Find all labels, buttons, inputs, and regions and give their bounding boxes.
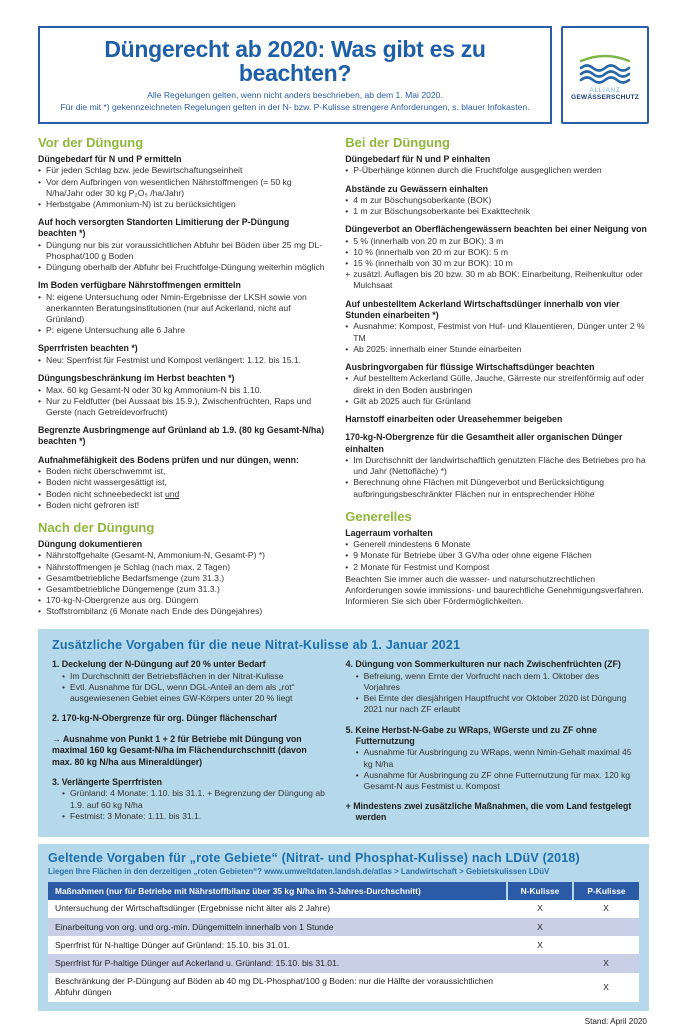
bullet-marker: • bbox=[62, 810, 66, 821]
list-item-text: 1 m zur Böschungsoberkante bei Exakttechnik bbox=[353, 206, 531, 217]
bullet-marker: • bbox=[38, 176, 42, 187]
list-item bbox=[346, 693, 635, 715]
content-block bbox=[345, 432, 649, 500]
p-kulisse-cell bbox=[573, 936, 639, 954]
list-item bbox=[345, 477, 649, 499]
section-vor-der-duengung bbox=[38, 154, 327, 511]
bullet-marker: • bbox=[345, 258, 349, 269]
logo-text-gewaesserschutz: GEWÄSSERSCHUTZ bbox=[570, 93, 639, 101]
bullet-marker: • bbox=[38, 595, 42, 606]
bullet-marker: • bbox=[345, 477, 349, 488]
list-item-text: 4 m zur Böschungsoberkante (BOK) bbox=[353, 194, 492, 205]
bullet-marker: • bbox=[345, 321, 349, 332]
bullet-list bbox=[345, 373, 649, 407]
note-text: Beachten Sie immer auch die wasser- und naturschutzrechtlichen Anforderungen sowie immissions- und baurechtliche Genehmigungsverfahren. Informieren Sie sich über Fördermöglichkeiten. bbox=[345, 573, 644, 607]
block-heading: Lagerraum vorhalten bbox=[345, 527, 433, 538]
list-item-text: Nur zu Feldfutter (bei Aussaat bis 15.9.), Zwischenfrüchten, Raps und Gerste (nach Getreidevorfrucht) bbox=[46, 395, 312, 417]
n-kulisse-cell bbox=[507, 954, 573, 972]
list-item bbox=[38, 177, 327, 199]
version-date: Stand: April 2020 bbox=[584, 1016, 647, 1026]
bullet-marker: • bbox=[345, 539, 349, 550]
list-item bbox=[345, 562, 649, 573]
nitrat-kulisse-infobox bbox=[38, 629, 649, 836]
list-item bbox=[346, 747, 635, 769]
plus-marker: + bbox=[345, 269, 351, 280]
bullet-marker: • bbox=[345, 194, 349, 205]
massnahmen-table bbox=[48, 882, 639, 1002]
list-item bbox=[345, 539, 649, 550]
bullet-list bbox=[345, 165, 649, 176]
waves-icon bbox=[574, 49, 636, 85]
content-block bbox=[345, 414, 649, 425]
section-generelles bbox=[345, 528, 649, 607]
bullet-marker: • bbox=[38, 583, 42, 594]
content-block bbox=[52, 713, 328, 724]
bullet-marker: • bbox=[38, 606, 42, 617]
header-subtitle-2: Für die mit *) gekennzeichneten Regelungen gelten in der N- bzw. P-Kulisse strengere Anforderungen, s. blauer Infokasten. bbox=[60, 102, 530, 113]
list-item-text: zusätzl. Auflagen bis 20 bzw. 30 m ab BOK: Einarbeitung, Reihenkultur oder Mulchsaat bbox=[353, 269, 643, 291]
list-item bbox=[345, 321, 649, 343]
content-block bbox=[38, 539, 327, 617]
bullet-list bbox=[38, 355, 327, 366]
list-item-text: Düngung oberhalb der Abfuhr bei Fruchtfolge-Düngung weiterhin möglich bbox=[46, 262, 325, 273]
content-block bbox=[38, 455, 327, 511]
bullet-list bbox=[345, 195, 649, 217]
bullet-marker: • bbox=[355, 693, 359, 704]
list-item-text: Im Durchschnitt der landwirtschaftlich genutzten Fläche des Betriebes pro ha und Jahr (Nettofläche) *) bbox=[353, 455, 646, 477]
header bbox=[38, 26, 649, 124]
list-item bbox=[38, 584, 327, 595]
measure-cell: Untersuchung der Wirtschaftsdünger (Ergebnisse nicht älter als 2 Jahre) bbox=[55, 903, 331, 914]
rote-gebiete-subtitle: Liegen Ihre Flächen in den derzeitigen „roten Gebieten“? www.umweltdaten.landsh.de/atlas > Landwirtschaft > Gebietskulissen LDüV bbox=[48, 866, 550, 876]
n-kulisse-cell bbox=[507, 973, 573, 1002]
bullet-marker: • bbox=[345, 373, 349, 384]
content-block bbox=[38, 280, 327, 336]
block-heading: Sperrfristen beachten *) bbox=[38, 343, 138, 354]
p-kulisse-cell: X bbox=[603, 981, 609, 992]
bullet-list bbox=[345, 539, 649, 573]
table-row bbox=[48, 936, 639, 954]
bullet-marker: • bbox=[38, 354, 42, 365]
bullet-list bbox=[38, 240, 327, 274]
nitrat-box-left bbox=[52, 659, 328, 832]
n-kulisse-cell: X bbox=[537, 939, 543, 950]
list-item-text: Ausnahme für Ausbringung zu WRaps, wenn Nmin-Gehalt maximal 45 kg N/ha bbox=[363, 747, 632, 769]
bullet-list bbox=[346, 747, 635, 792]
n-kulisse-cell: X bbox=[537, 903, 543, 914]
list-item bbox=[38, 466, 327, 477]
bullet-marker: • bbox=[38, 499, 42, 510]
table-header-massnahmen: Maßnahmen (nur für Betriebe mit Nährstoffbilanz über 35 kg N/ha im 3-Jahres-Durchschnitt) bbox=[48, 882, 507, 900]
bullet-marker: • bbox=[38, 466, 42, 477]
list-item bbox=[345, 236, 649, 247]
list-item bbox=[38, 396, 327, 418]
block-heading: Aufnahmefähigkeit des Bodens prüfen und nur düngen, wenn: bbox=[38, 454, 299, 465]
p-kulisse-cell bbox=[573, 918, 639, 936]
list-item-text: Düngung nur bis zur voraussichtlichen Abfuhr bei Böden über 25 mg DL-Phosphat/100 g Boden bbox=[46, 239, 323, 262]
list-item bbox=[38, 573, 327, 584]
list-item bbox=[38, 262, 327, 273]
table-head bbox=[48, 882, 639, 900]
list-item-text: Vor dem Aufbringen von wesentlichen Nährstoffmengen (= 50 kg N/ha/Jahr oder 30 kg P₂O₅ /ha/Jahr) bbox=[46, 176, 292, 198]
content-block bbox=[346, 659, 635, 715]
list-item-text: 2 Monate für Festmist und Kompost bbox=[353, 561, 490, 572]
list-item bbox=[345, 165, 649, 176]
bullet-list bbox=[38, 466, 327, 511]
allianz-gewaesserschutz-logo bbox=[561, 26, 649, 124]
list-item bbox=[52, 788, 328, 810]
bullet-marker: • bbox=[38, 291, 42, 302]
block-heading: Harnstoff einarbeiten oder Ureasehemmer beigeben bbox=[345, 413, 563, 424]
bullet-marker: • bbox=[345, 206, 349, 217]
bullet-list bbox=[345, 236, 649, 292]
bullet-list bbox=[38, 385, 327, 419]
list-item bbox=[345, 258, 649, 269]
bullet-marker: • bbox=[345, 395, 349, 406]
section-title-vor-der-duengung: Vor der Düngung bbox=[38, 134, 144, 150]
table-header-n-kulisse: N-Kulisse bbox=[507, 882, 573, 900]
list-item-text: Gilt ab 2025 auch für Grünland bbox=[353, 395, 471, 406]
list-item-text: Generell mindestens 6 Monate bbox=[353, 539, 471, 550]
list-item-text: Boden nicht überschwemmt ist, bbox=[46, 466, 166, 477]
left-column bbox=[38, 126, 327, 625]
bullet-list bbox=[38, 165, 327, 210]
block-heading: Düngeverbot an Oberflächengewässern beachten bei einer Neigung von bbox=[345, 224, 647, 235]
nitrat-box-columns bbox=[52, 659, 635, 832]
block-heading: Düngebedarf für N und P ermitteln bbox=[38, 153, 182, 164]
content-block bbox=[52, 659, 328, 704]
list-item-text: Neu: Sperrfrist für Festmist und Kompost verlängert: 1.12. bis 15.1. bbox=[46, 354, 302, 365]
content-block bbox=[38, 154, 327, 210]
section-bei-der-duengung bbox=[345, 154, 649, 500]
right-column bbox=[345, 126, 649, 625]
measure-cell: Sperrfrist für P-haltige Dünger auf Ackerland u. Grünland: 15.10. bis 31.01. bbox=[55, 957, 340, 968]
bullet-list bbox=[38, 292, 327, 337]
list-item-text: 170-kg-N-Obergrenze aus org. Düngern bbox=[46, 595, 199, 606]
bullet-marker: • bbox=[345, 455, 349, 466]
list-item-text: 5 % (innerhalb von 20 m zur BOK): 3 m bbox=[353, 235, 504, 246]
block-heading: 1. Deckelung der N-Düngung auf 20 % unter Bedarf bbox=[52, 659, 266, 670]
table-header-p-kulisse: P-Kulisse bbox=[573, 882, 639, 900]
list-item-text: 9 Monate für Betriebe über 3 GV/ha oder ohne eigene Flächen bbox=[353, 550, 592, 561]
list-item bbox=[38, 325, 327, 336]
bullet-marker: • bbox=[38, 550, 42, 561]
p-kulisse-cell: X bbox=[603, 903, 609, 914]
n-kulisse-cell: X bbox=[537, 921, 543, 932]
bullet-list bbox=[38, 550, 327, 617]
header-box bbox=[38, 26, 552, 124]
list-item-text: Befreiung, wenn Ernte der Vorfrucht nach dem 1. Oktober des Vorjahres bbox=[363, 670, 600, 693]
list-item bbox=[345, 247, 649, 258]
list-item-text: Auf bestelltem Ackerland Gülle, Jauche, Gärreste nur streifenförmig auf oder direkt in den Boden ausbringen bbox=[353, 373, 645, 395]
bullet-marker: • bbox=[345, 343, 349, 354]
bullet-list bbox=[345, 455, 649, 500]
content-block bbox=[38, 373, 327, 418]
nitrat-box-title: Zusätzliche Vorgaben für die neue Nitrat-Kulisse ab 1. Januar 2021 bbox=[52, 638, 461, 653]
bullet-marker: • bbox=[38, 488, 42, 499]
table-row bbox=[48, 954, 639, 972]
list-item bbox=[38, 477, 327, 488]
list-item bbox=[38, 550, 327, 561]
content-block bbox=[346, 801, 635, 824]
list-item bbox=[38, 240, 327, 262]
list-item-text: Für jeden Schlag bzw. jede Bewirtschaftungseinheit bbox=[46, 165, 243, 176]
list-item bbox=[38, 606, 327, 617]
bullet-marker: • bbox=[345, 550, 349, 561]
content-block bbox=[52, 734, 328, 768]
content-block bbox=[345, 184, 649, 218]
bullet-marker: • bbox=[38, 477, 42, 488]
list-item-text: Stoffstrombilanz (6 Monate nach Ende des Düngejahres) bbox=[46, 606, 263, 617]
list-item-text: Ausnahme: Kompost, Festmist von Huf- und Klauentieren, Dünger unter 2 % TM bbox=[353, 321, 645, 343]
list-item-text: Im Durchschnitt der Betriebsflächen in der Nitrat-Kulisse bbox=[70, 670, 284, 681]
bullet-marker: • bbox=[62, 670, 66, 681]
list-item bbox=[345, 206, 649, 217]
p-kulisse-cell: X bbox=[603, 957, 609, 968]
page-title: Düngerecht ab 2020: Was gibt es zu beachten? bbox=[104, 36, 486, 87]
list-item-text: Boden nicht wassergesättigt ist, bbox=[46, 477, 167, 488]
logo-text-allianz: ALLIANZ bbox=[589, 86, 621, 94]
header-subtitle-1: Alle Regelungen gelten, wenn nicht anders beschrieben, ab dem 1. Mai 2020. bbox=[147, 90, 443, 101]
list-item bbox=[346, 671, 635, 693]
list-item bbox=[345, 455, 649, 477]
bullet-marker: • bbox=[38, 239, 42, 250]
list-item-text: Boden nicht gefroren ist! bbox=[46, 499, 140, 510]
bullet-marker: • bbox=[38, 572, 42, 583]
list-item-text: Nährstoffgehalte (Gesamt-N, Ammonium-N, Gesamt-P) *) bbox=[46, 550, 266, 561]
block-heading: Abstände zu Gewässern einhalten bbox=[345, 183, 489, 194]
block-heading: Im Boden verfügbare Nährstoffmengen ermitteln bbox=[38, 280, 241, 291]
content-block bbox=[52, 777, 328, 822]
bullet-list bbox=[346, 671, 635, 716]
list-item bbox=[346, 770, 635, 792]
bullet-marker: • bbox=[38, 262, 42, 273]
bullet-marker: • bbox=[62, 788, 66, 799]
list-item-text: Evtl. Ausnahme für DGL, wenn DGL-Anteil an dem als „rot“ ausgewiesenen Gebiet eines GW-Körpers unter 20 % liegt bbox=[70, 682, 295, 704]
block-heading: → Ausnahme von Punkt 1 + 2 für Betriebe mit Düngung von maximal 160 kg Gesamt-N/ha im Flächendurchschnitt (davon max. 80 kg N/ha aus Mineraldünger) bbox=[52, 733, 307, 767]
block-heading: 4. Düngung von Sommerkulturen nur nach Zwischenfrüchten (ZF) bbox=[345, 659, 621, 670]
list-item-text: Gesamtbetriebliche Düngemenge (zum 31.3.) bbox=[46, 583, 220, 594]
nitrat-box-right bbox=[346, 659, 635, 832]
list-item-text: Gesamtbetriebliche Bedarfsmenge (zum 31.3.) bbox=[46, 572, 225, 583]
measure-cell: Einarbeitung von org. und org.-min. Düngemitteln innerhalb von 1 Stunde bbox=[55, 921, 334, 932]
content-block bbox=[346, 725, 635, 793]
content-block bbox=[345, 299, 649, 355]
list-item bbox=[52, 682, 328, 704]
measure-cell: Sperrfrist für N-haltige Dünger auf Grünland: 15.10. bis 31.01. bbox=[55, 939, 291, 950]
bullet-list bbox=[345, 321, 649, 355]
section-title-bei-der-duengung: Bei der Düngung bbox=[345, 134, 450, 150]
bullet-marker: • bbox=[355, 769, 359, 780]
list-item-text: Boden nicht schneebedeckt ist und bbox=[46, 488, 180, 499]
list-item bbox=[52, 671, 328, 682]
table-body bbox=[48, 900, 639, 1002]
list-item bbox=[38, 500, 327, 511]
list-item bbox=[38, 562, 327, 573]
list-item-text: Ausnahme für Ausbringung zu ZF ohne Futternutzung für max. 120 kg Gesamt-N aus Festmist u. Kompost bbox=[363, 769, 631, 791]
rote-gebiete-title: Geltende Vorgaben für „rote Gebiete“ (Nitrat- und Phosphat-Kulisse) nach LDüV (2018) bbox=[48, 850, 580, 865]
block-heading: 2. 170-kg-N-Obergrenze für org. Dünger flächenscharf bbox=[52, 713, 277, 724]
block-heading: 5. Keine Herbst-N-Gabe zu WRaps, WGerste und zu ZF ohne Futternutzung bbox=[345, 724, 597, 746]
list-item bbox=[38, 199, 327, 210]
list-item-text: Herbstgabe (Ammonium-N) ist zu berücksichtigen bbox=[46, 198, 236, 209]
content-block bbox=[345, 528, 649, 607]
bullet-marker: • bbox=[345, 165, 349, 176]
bullet-marker: • bbox=[345, 561, 349, 572]
bullet-marker: • bbox=[62, 682, 66, 693]
list-item bbox=[345, 396, 649, 407]
list-item bbox=[38, 489, 327, 500]
block-heading: Düngebedarf für N und P einhalten bbox=[345, 153, 491, 164]
content-block bbox=[345, 154, 649, 177]
bullet-marker: • bbox=[355, 670, 359, 681]
list-item-text: Grünland: 4 Monate: 1.10. bis 31.1. + Begrenzung der Düngung ab 1.9. auf 60 kg N/ha bbox=[70, 788, 325, 810]
list-item-text: 15 % (innerhalb von 30 m zur BOK): 10 m bbox=[353, 258, 513, 269]
block-heading: Begrenzte Ausbringmenge auf Grünland ab 1.9. (80 kg Gesamt-N/ha) beachten *) bbox=[38, 425, 325, 447]
block-heading: 3. Verlängerte Sperrfristen bbox=[52, 777, 163, 788]
bullet-marker: • bbox=[345, 235, 349, 246]
list-item-text: N: eigene Untersuchung oder Nmin-Ergebnisse der LKSH sowie von anerkannten Beratungsinstitutionen (nur auf Ackerland, nicht auf Grünland) bbox=[46, 291, 307, 325]
list-item-text: P: eigene Untersuchung alle 6 Jahre bbox=[46, 325, 186, 336]
bullet-marker: • bbox=[38, 198, 42, 209]
main-columns bbox=[38, 126, 649, 625]
rote-gebiete-section bbox=[38, 844, 649, 1011]
block-heading: Düngungsbeschränkung im Herbst beachten *) bbox=[38, 373, 235, 384]
list-item-text: Nährstoffmengen je Schlag (nach max. 2 Tagen) bbox=[46, 561, 231, 572]
list-item bbox=[38, 355, 327, 366]
content-block bbox=[345, 224, 649, 291]
list-item bbox=[345, 550, 649, 561]
list-item bbox=[38, 595, 327, 606]
block-heading: + Mindestens zwei zusätzliche Maßnahmen, die vom Land festgelegt werden bbox=[345, 801, 632, 823]
table-row bbox=[48, 900, 639, 918]
list-item-text: 10 % (innerhalb von 20 m zur BOK): 5 m bbox=[353, 246, 509, 257]
list-item bbox=[345, 195, 649, 206]
list-item-text: P-Überhänge können durch die Fruchtfolge ausgeglichen werden bbox=[353, 165, 602, 176]
block-heading: Ausbringvorgaben für flüssige Wirtschaftsdünger beachten bbox=[345, 361, 595, 372]
bullet-marker: • bbox=[38, 561, 42, 572]
bullet-marker: • bbox=[38, 384, 42, 395]
bullet-marker: • bbox=[38, 395, 42, 406]
block-heading: Auf hoch versorgten Standorten Limitierung der P-Düngung beachten *) bbox=[38, 217, 290, 239]
section-nach-der-duengung bbox=[38, 539, 327, 617]
block-heading: Auf unbestelltem Ackerland Wirtschaftsdünger innerhalb von vier Stunden einarbeiten *) bbox=[345, 298, 620, 320]
bullet-marker: • bbox=[38, 325, 42, 336]
bullet-marker: • bbox=[355, 747, 359, 758]
bullet-list bbox=[52, 788, 328, 822]
content-block bbox=[38, 343, 327, 366]
content-block bbox=[38, 425, 327, 448]
list-item-text: Max. 60 kg Gesamt-N oder 30 kg Ammonium-N bis 1.10. bbox=[46, 384, 262, 395]
list-item bbox=[345, 269, 649, 291]
content-block bbox=[345, 362, 649, 407]
table-row bbox=[48, 973, 639, 1002]
bullet-marker: • bbox=[38, 165, 42, 176]
section-title-generelles: Generelles bbox=[345, 508, 412, 524]
block-heading: Düngung dokumentieren bbox=[38, 538, 143, 549]
list-item bbox=[345, 373, 649, 395]
section-title-nach-der-duengung: Nach der Düngung bbox=[38, 519, 155, 535]
list-item-text: Bei Ernte der diesjährigen Hauptfrucht vor Oktober 2020 ist Düngung 2021 nur nach ZF erlaubt bbox=[363, 693, 627, 715]
measure-cell: Beschränkung der P-Düngung auf Böden ab 40 mg DL-Phosphat/100 g Boden: nur die Hälfte der voraussichtlichen Abfuhr düngen bbox=[55, 976, 494, 998]
table-row bbox=[48, 918, 639, 936]
block-heading: 170-kg-N-Obergrenze für die Gesamtheit aller organischen Dünger einhalten bbox=[345, 432, 623, 454]
list-item bbox=[38, 385, 327, 396]
bullet-list bbox=[52, 671, 328, 705]
list-item bbox=[38, 165, 327, 176]
list-item-text: Ab 2025: innerhalb einer Stunde einarbeiten bbox=[353, 343, 522, 354]
list-item bbox=[52, 811, 328, 822]
content-block bbox=[38, 217, 327, 273]
list-item-text: Festmist: 3 Monate: 1.11. bis 31.1. bbox=[70, 810, 202, 821]
list-item bbox=[345, 344, 649, 355]
bullet-marker: • bbox=[345, 246, 349, 257]
list-item bbox=[38, 292, 327, 326]
table-header-row bbox=[48, 882, 639, 900]
list-item-text: Berechnung ohne Flächen mit Düngeverbot und Berücksichtigung aufbringungsbeschränkter Flächen nur in entsprechender Höhe bbox=[353, 477, 605, 499]
